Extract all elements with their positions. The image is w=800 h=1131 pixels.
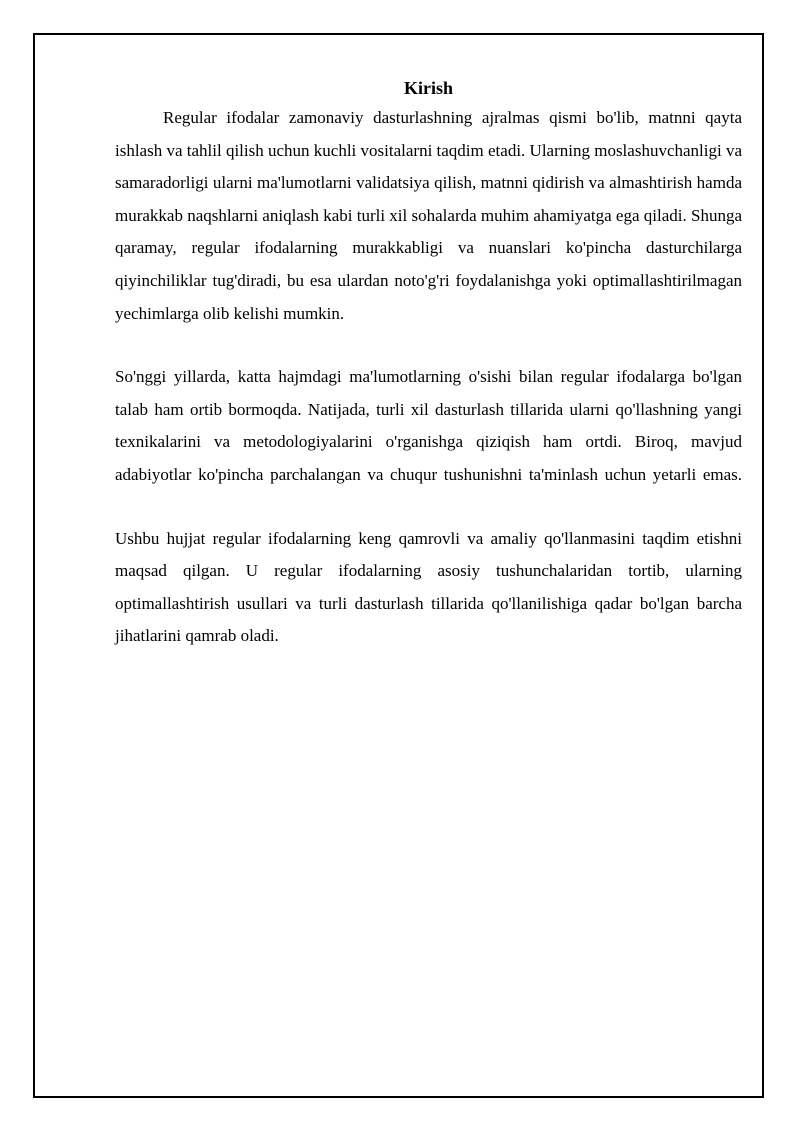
paragraph-gap	[115, 492, 742, 523]
paragraph-growth: So'nggi yillarda, katta hajmdagi ma'lumotlarning o'sishi bilan regular ifodalarga bo'lgan talab ham ortib bormoqda. Natijada, turli xil dasturlash tillarida ularni qo'llashning yangi texnikalarini va metodologiyalarini o'rganishga qiziqish ham ortdi. Biroq, mavjud adabiyotlar ko'pincha parchalangan va chuqur tushunishni ta'minlash uchun yetarli emas.	[115, 367, 742, 484]
paragraph-gap	[115, 330, 742, 361]
paragraph-intro: Regular ifodalar zamonaviy dasturlashning ajralmas qismi bo'lib, matnni qayta ishlash va tahlil qilish uchun kuchli vositalarni taqdim etadi. Ularning moslashuvchanligi va samaradorligi ularni ma'lumotlarni validatsiya qilish, matnni qidirish va almashtirish hamda murakkab naqshlarni aniqlash kabi turli xil sohalarda muhim ahamiyatga ega qiladi. Shunga qaramay, regular ifodalarning murakkabligi va nuanslari ko'pincha dasturchilarga qiyinchiliklar tug'diradi, bu esa ulardan noto'g'ri foydalanishga yoki optimallashtirilmagan yechimlarga olib kelishi mumkin.	[115, 108, 742, 323]
document-title: Kirish	[403, 78, 453, 98]
paragraph-purpose: Ushbu hujjat regular ifodalarning keng qamrovli va amaliy qo'llanmasini taqdim etishni maqsad qilgan. U regular ifodalarning asosiy tushunchalaridan tortib, ularning optimallashtirish usullari va turli dasturlash tillarida qo'llanilishiga qadar bo'lgan barcha jihatlarini qamrab oladi.	[115, 528, 742, 646]
document-body	[115, 74, 742, 653]
